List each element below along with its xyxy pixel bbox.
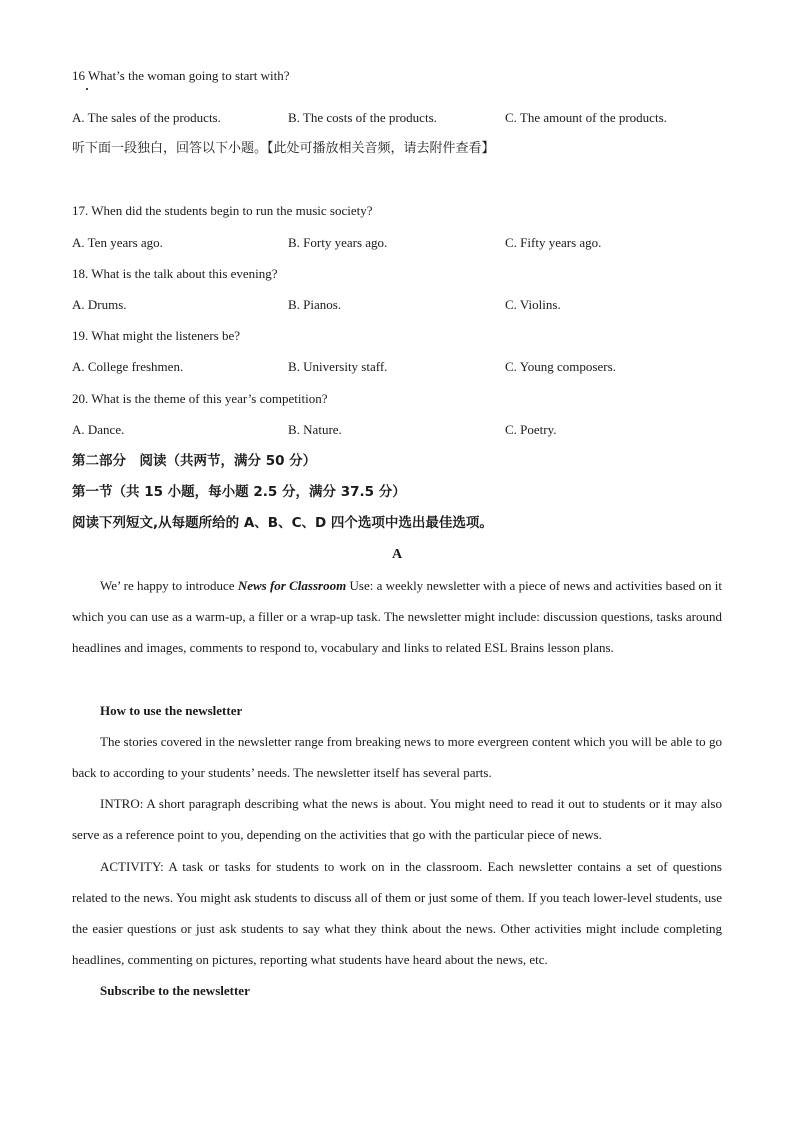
q18-option-b: B. Pianos. [288,297,342,312]
newsletter-title: News for Classroom [237,578,347,593]
intro-pre: We’ re happy to introduce [100,578,238,593]
part2-heading: 第二部分 阅读（共两节，满分 50 分） [72,453,317,469]
q16-option-b: B. The costs of the products. [288,110,437,125]
passage-letter: A [391,547,403,562]
question-16: 16 What’s the woman going to start with? [72,68,290,83]
listening-instruction: 听下面一段独白，回答以下小题。【此处可播放相关音频，请去附件查看】 [72,141,495,156]
question-18: 18. What is the talk about this evening? [72,266,278,281]
how-to-heading: How to use the newsletter [100,703,243,718]
q18-option-a: A. Drums. [72,297,127,312]
stories-paragraph: The stories covered in the newsletter range from breaking news to more evergreen content which you will be able to go back to according to your students’ needs. The newsletter itself has several parts. [72,734,722,780]
q20-option-b: B. Nature. [288,422,342,437]
q19-option-c: C. Young composers. [505,359,616,374]
question-17: 17. When did the students begin to run the music society? [72,203,373,218]
stray-dot [86,88,88,90]
subscribe-heading: Subscribe to the newsletter [100,983,250,998]
q19-option-a: A. College freshmen. [72,359,184,374]
intro-section-paragraph: INTRO: A short paragraph describing what the news is about. You might need to read it out to students or it may also serve as a reference point to you, depending on the activities that go with the particular piece of news. [72,796,722,842]
q17-option-a: A. Ten years ago. [72,235,163,250]
question-19: 19. What might the listeners be? [72,328,240,343]
section1-heading: 第一节（共 15 小题，每小题 2.5 分，满分 37.5 分） [72,484,406,500]
q17-option-c: C. Fifty years ago. [505,235,602,250]
reading-instruction: 阅读下列短文,从每题所给的 A、B、C、D 四个选项中选出最佳选项。 [72,515,493,531]
q16-option-c: C. The amount of the products. [505,110,667,125]
intro-post: Use: a weekly newsletter with a piece of news and activities based on it which you can use as a warm-up, a filler or a wrap-up task. The newsletter might include: discussion questions, tasks around headlines and images, comments to respond to, vocabulary and links to related ESL Brains lesson plans. [72,578,722,655]
activity-paragraph: ACTIVITY: A task or tasks for students to work on in the classroom. Each newsletter contains a set of questions related to the news. You might ask students to discuss all of them or just some of them. If you teach lower-level students, use the easier questions or just ask students to say what they think about the news. Other activities might include completing headlines, commenting on pictures, reporting what students have heard about the news, etc. [72,859,722,967]
q20-option-c: C. Poetry. [505,422,557,437]
intro-paragraph [72,570,722,663]
q19-option-b: B. University staff. [288,359,388,374]
q17-option-b: B. Forty years ago. [288,235,388,250]
q20-option-a: A. Dance. [72,422,125,437]
question-20: 20. What is the theme of this year’s competition? [72,391,328,406]
q16-option-a: A. The sales of the products. [72,110,221,125]
q18-option-c: C. Violins. [505,297,561,312]
